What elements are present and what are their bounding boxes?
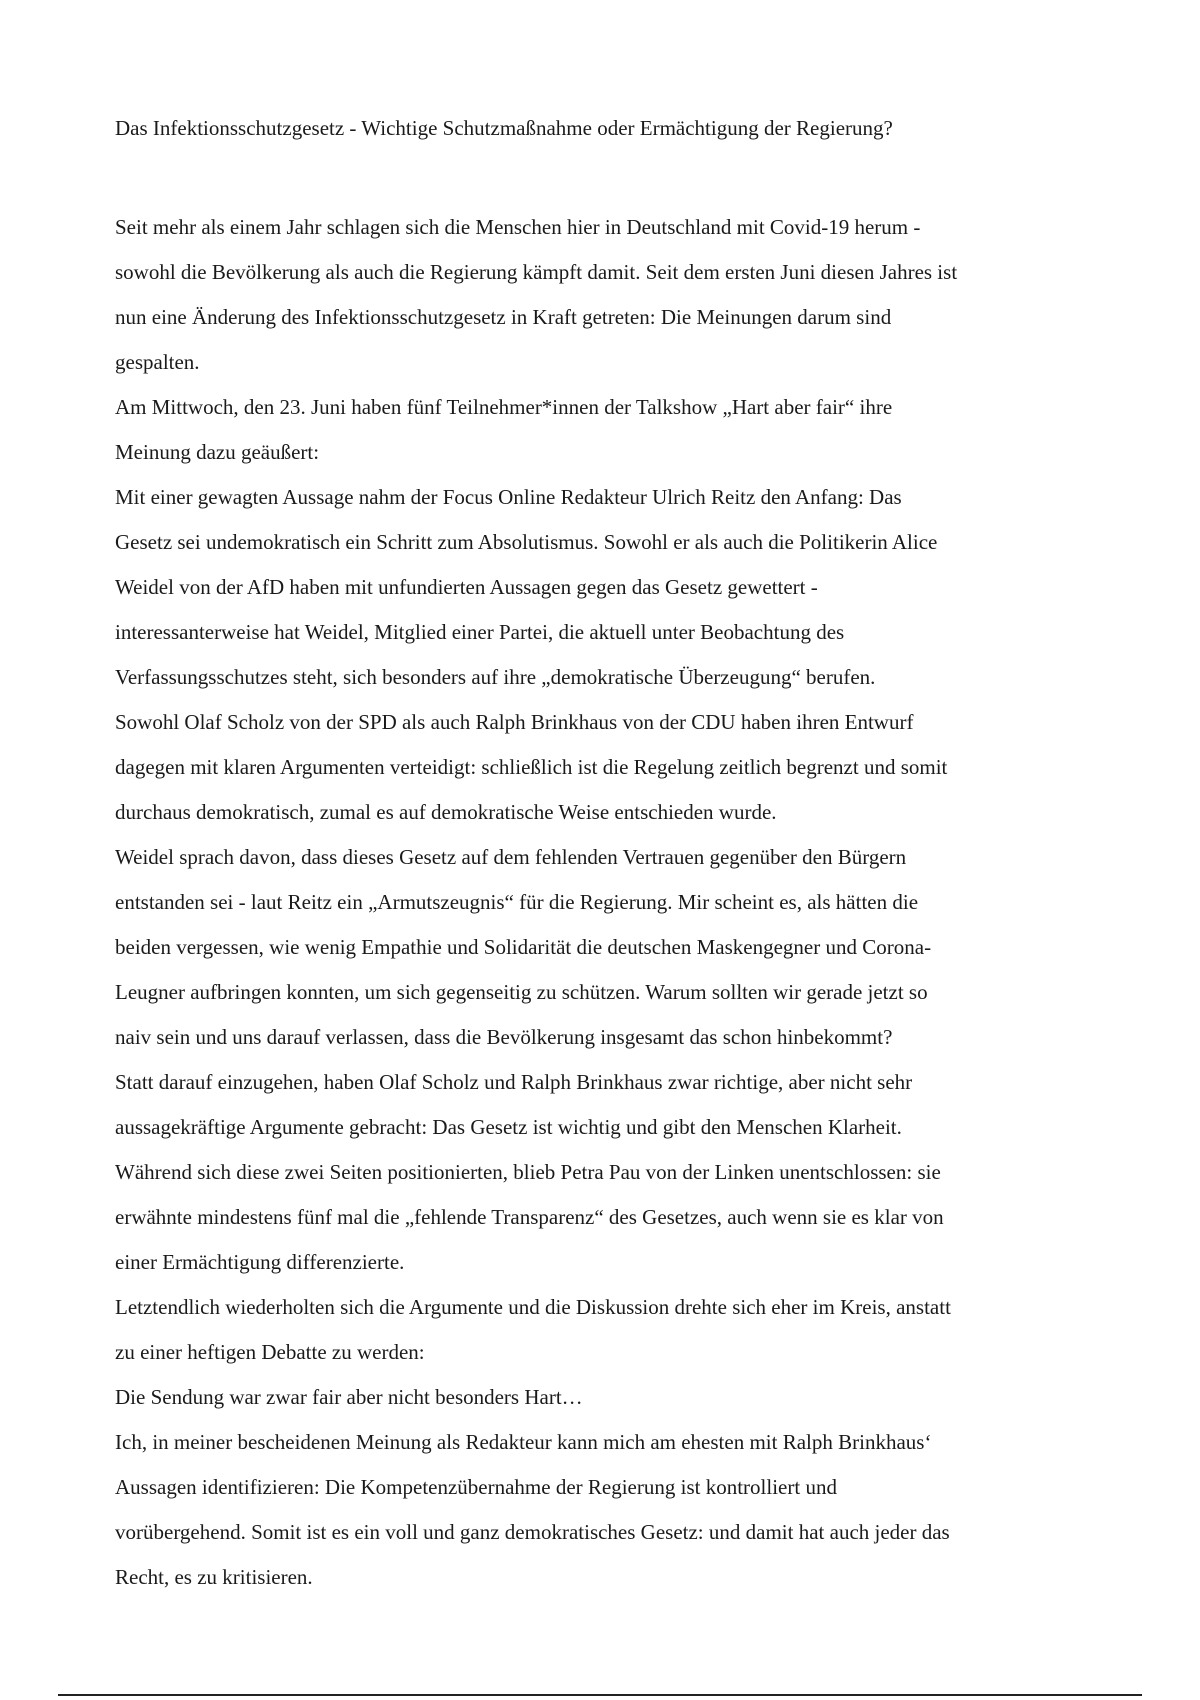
text-line: entstanden sei - laut Reitz ein „Armutszeugnis“ für die Regierung. Mir scheint es, als hätten die xyxy=(115,890,919,914)
text-line: Seit mehr als einem Jahr schlagen sich die Menschen hier in Deutschland mit Covid-19 herum - xyxy=(115,215,921,239)
text-line: naiv sein und uns darauf verlassen, dass die Bevölkerung insgesamt das schon hinbekommt? xyxy=(115,1025,893,1049)
document-body xyxy=(115,205,1105,1600)
text-line: Statt darauf einzugehen, haben Olaf Scholz und Ralph Brinkhaus zwar richtige, aber nicht sehr xyxy=(115,1070,913,1094)
text-line: zu einer heftigen Debatte zu werden: xyxy=(115,1340,425,1364)
footer-divider xyxy=(58,1694,1142,1696)
text-line: Gesetz sei undemokratisch ein Schritt zum Absolutismus. Sowohl er als auch die Politikerin Alice xyxy=(115,530,938,554)
text-line: gespalten. xyxy=(115,350,200,374)
text-line: erwähnte mindestens fünf mal die „fehlende Transparenz“ des Gesetzes, auch wenn sie es klar von xyxy=(115,1205,944,1229)
text-line: Letztendlich wiederholten sich die Argumente und die Diskussion drehte sich eher im Kreis, anstatt xyxy=(115,1295,951,1319)
text-line: vorübergehend. Somit ist es ein voll und ganz demokratisches Gesetz: und damit hat auch jeder das xyxy=(115,1520,950,1544)
text-line: dagegen mit klaren Argumenten verteidigt: schließlich ist die Regelung zeitlich begrenzt und somit xyxy=(115,755,948,779)
text-line: interessanterweise hat Weidel, Mitglied einer Partei, die aktuell unter Beobachtung des xyxy=(115,620,845,644)
text-line: Leugner aufbringen konnten, um sich gegenseitig zu schützen. Warum sollten wir gerade jetzt so xyxy=(115,980,928,1004)
text-line: Recht, es zu kritisieren. xyxy=(115,1565,313,1589)
text-line: beiden vergessen, wie wenig Empathie und Solidarität die deutschen Maskengegner und Corona- xyxy=(115,935,932,959)
text-line: nun eine Änderung des Infektionsschutzgesetz in Kraft getreten: Die Meinungen darum sind xyxy=(115,305,892,329)
text-line: durchaus demokratisch, zumal es auf demokratische Weise entschieden wurde. xyxy=(115,800,777,824)
document-title: Das Infektionsschutzgesetz - Wichtige Schutzmaßnahme oder Ermächtigung der Regierung? xyxy=(115,116,893,140)
text-line: Die Sendung war zwar fair aber nicht besonders Hart… xyxy=(115,1385,583,1409)
text-line: Mit einer gewagten Aussage nahm der Focus Online Redakteur Ulrich Reitz den Anfang: Das xyxy=(115,485,902,509)
text-line: Meinung dazu geäußert: xyxy=(115,440,320,464)
text-line: Während sich diese zwei Seiten positionierten, blieb Petra Pau von der Linken unentschlossen: sie xyxy=(115,1160,941,1184)
text-line: Weidel sprach davon, dass dieses Gesetz auf dem fehlenden Vertrauen gegenüber den Bürgern xyxy=(115,845,907,869)
text-line: Sowohl Olaf Scholz von der SPD als auch Ralph Brinkhaus von der CDU haben ihren Entwurf xyxy=(115,710,914,734)
text-line: Am Mittwoch, den 23. Juni haben fünf Teilnehmer*innen der Talkshow „Hart aber fair“ ihre xyxy=(115,395,893,419)
text-line: Aussagen identifizieren: Die Kompetenzübernahme der Regierung ist kontrolliert und xyxy=(115,1475,837,1499)
text-line: sowohl die Bevölkerung als auch die Regierung kämpft damit. Seit dem ersten Juni diesen Jahres ist xyxy=(115,260,958,284)
text-line: Ich, in meiner bescheidenen Meinung als Redakteur kann mich am ehesten mit Ralph Brinkhaus‘ xyxy=(115,1430,932,1454)
text-line: Verfassungsschutzes steht, sich besonders auf ihre „demokratische Überzeugung“ berufen. xyxy=(115,665,876,689)
text-line: Weidel von der AfD haben mit unfundierten Aussagen gegen das Gesetz gewettert - xyxy=(115,575,818,599)
text-line: aussagekräftige Argumente gebracht: Das Gesetz ist wichtig und gibt den Menschen Klarheit. xyxy=(115,1115,902,1139)
text-line: einer Ermächtigung differenzierte. xyxy=(115,1250,405,1274)
